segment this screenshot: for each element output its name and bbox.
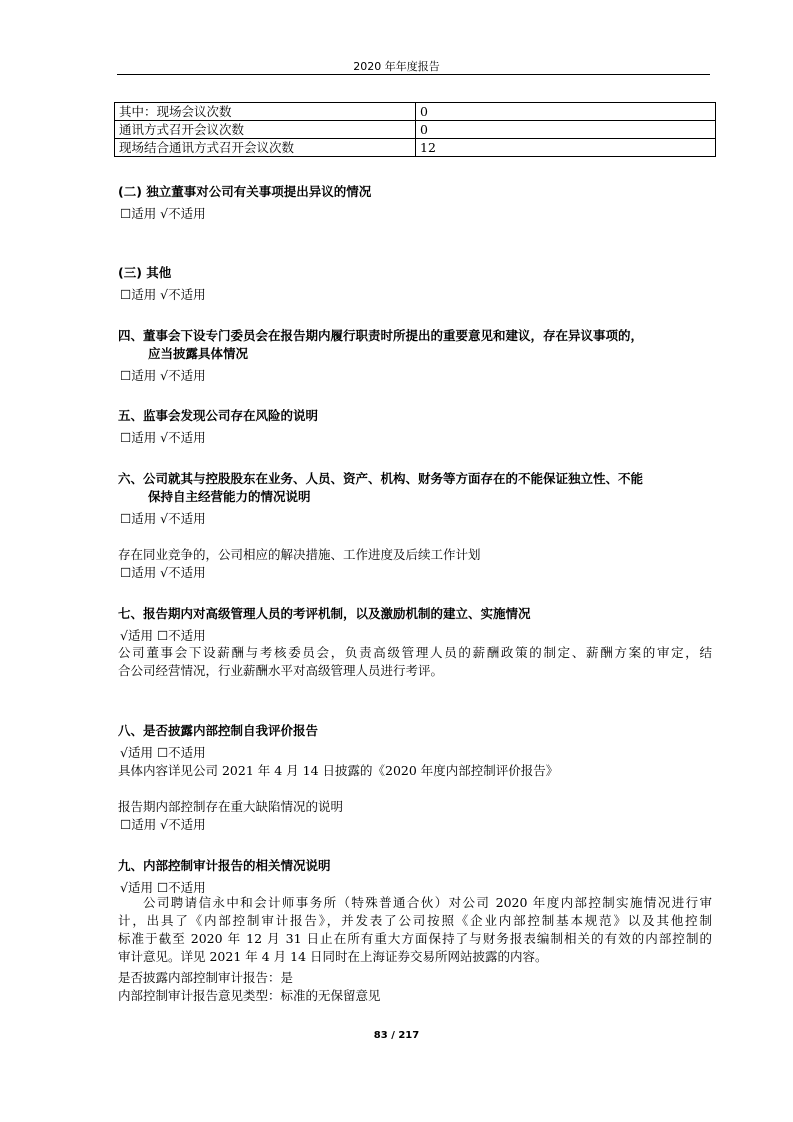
- header-divider: [117, 74, 710, 75]
- table-cell-value: 0: [416, 121, 716, 139]
- body-line: 合公司经营情况，行业薪酬水平对高级管理人员进行考评。: [118, 663, 444, 678]
- page-number: 83 / 217: [373, 1030, 420, 1041]
- section-heading: 四、董事会下设专门委员会在报告期内履行职责时所提出的重要意见和建议，存在异议事项的，: [118, 328, 644, 343]
- table-cell-value: 12: [416, 139, 716, 157]
- table-row: [115, 139, 716, 157]
- section-heading: 八、是否披露内部控制自我评价报告: [118, 723, 319, 738]
- applicability-choice: ☐适用 √不适用: [120, 817, 206, 832]
- table-cell-label: 其中：现场会议次数: [115, 103, 416, 121]
- applicability-choice: ☐适用 √不适用: [120, 565, 206, 580]
- page-header-title: 2020 年年度报告: [353, 60, 440, 73]
- applicability-choice: √适用 ☐不适用: [120, 628, 206, 643]
- sub-item-text: 报告期内部控制存在重大缺陷情况的说明: [118, 799, 344, 814]
- section-heading: (二) 独立董事对公司有关事项提出异议的情况: [118, 184, 372, 199]
- section-heading: (三) 其他: [118, 265, 172, 280]
- section-body: 具体内容详见公司 2021 年 4 月 14 日披露的《2020 年度内部控制评价报告》: [118, 763, 559, 778]
- body-line: 公司董事会下设薪酬与考核委员会，负责高级管理人员的薪酬政策的制定、薪酬方案的审定，结: [118, 645, 712, 660]
- section-heading-continued: 保持自主经营能力的情况说明: [148, 489, 311, 504]
- table-cell-value: 0: [416, 103, 716, 121]
- applicability-choice: ☐适用 √不适用: [120, 206, 206, 221]
- section-heading: 六、公司就其与控股股东在业务、人员、资产、机构、财务等方面存在的不能保证独立性、不能: [118, 471, 644, 486]
- disclosure-status: 是否披露内部控制审计报告：是: [118, 970, 294, 985]
- body-line: 标准于截至 2020 年 12 月 31 日止在所有重大方面保持了与财务报表编制相关的有效的内部控制的: [118, 931, 712, 946]
- applicability-choice: ☐适用 √不适用: [120, 287, 206, 302]
- table-row: [115, 121, 716, 139]
- applicability-choice: ☐适用 √不适用: [120, 430, 206, 445]
- table-row: [115, 103, 716, 121]
- section-heading: 五、监事会发现公司存在风险的说明: [118, 408, 319, 423]
- applicability-choice: √适用 ☐不适用: [120, 880, 206, 895]
- applicability-choice: √适用 ☐不适用: [120, 745, 206, 760]
- table-cell-label: 通讯方式召开会议次数: [115, 121, 416, 139]
- section-heading: 七、报告期内对高级管理人员的考评机制，以及激励机制的建立、实施情况: [118, 606, 531, 621]
- applicability-choice: ☐适用 √不适用: [120, 511, 206, 526]
- applicability-choice: ☐适用 √不适用: [120, 368, 206, 383]
- sub-item-text: 存在同业竞争的，公司相应的解决措施、工作进度及后续工作计划: [118, 547, 481, 562]
- section-heading-continued: 应当披露具体情况: [148, 346, 249, 361]
- body-line: 计，出具了《内部控制审计报告》，并发表了公司按照《企业内部控制基本规范》以及其他控制: [118, 913, 712, 928]
- opinion-type: 内部控制审计报告意见类型：标准的无保留意见: [118, 988, 381, 1003]
- table-cell-label: 现场结合通讯方式召开会议次数: [115, 139, 416, 157]
- body-line: 审计意见。详见 2021 年 4 月 14 日同时在上海证券交易所网站披露的内容。: [118, 949, 548, 964]
- section-body: [118, 644, 712, 680]
- section-body: [118, 894, 712, 966]
- body-line: 公司聘请信永中和会计师事务所（特殊普通合伙）对公司 2020 年度内部控制实施情况进行审: [143, 895, 712, 910]
- meeting-count-table: [114, 102, 716, 157]
- section-heading: 九、内部控制审计报告的相关情况说明: [118, 858, 331, 873]
